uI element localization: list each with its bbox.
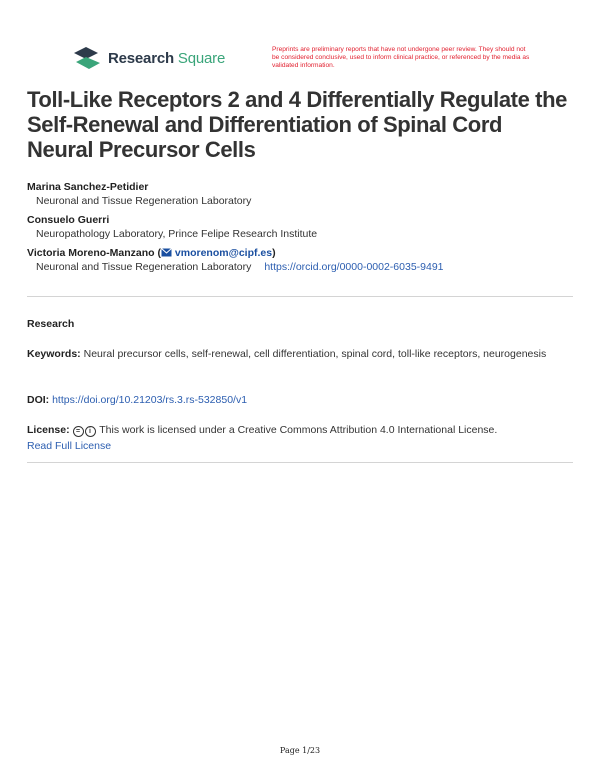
cc-by-icon: i [85, 426, 96, 437]
research-square-logo-icon [72, 46, 102, 70]
keywords-text: Neural precursor cells, self-renewal, cell differentiation, spinal cord, toll-like receptors, neurogenesis [83, 348, 547, 360]
read-full-license-link[interactable]: Read Full License [27, 440, 112, 452]
doi-link[interactable]: https://doi.org/10.21203/rs.3.rs-532850/v1 [52, 394, 248, 406]
author-affiliation: Neuropathology Laboratory, Prince Felipe Research Institute [36, 228, 318, 240]
license: License: = i This work is licensed under a Creative Commons Attribution 4.0 International License. Read Full License [27, 424, 498, 452]
author-name-corresponding: Victoria Moreno-Manzano ( vmorenom@cipf.es) [27, 247, 276, 259]
license-text: This work is licensed under a Creative Commons Attribution 4.0 International License. [99, 424, 498, 436]
header [72, 46, 532, 76]
logo-text: Research Square [108, 49, 226, 67]
article-type: Research [27, 318, 75, 330]
author-name: Marina Sanchez-Petidier [27, 181, 149, 193]
author-list [27, 180, 573, 279]
envelope-icon [161, 248, 172, 257]
divider [27, 462, 573, 463]
doi: DOI: https://doi.org/10.21203/rs.3.rs-532850/v1 [27, 394, 248, 406]
research-square-logo[interactable] [72, 46, 225, 70]
orcid-link[interactable]: https://orcid.org/0000-0002-6035-9491 [264, 261, 444, 273]
author-affiliation: Neuronal and Tissue Regeneration Laboratory [36, 195, 252, 207]
page-number: Page 1/23 [279, 746, 321, 755]
keywords: Keywords: Neural precursor cells, self-renewal, cell differentiation, spinal cord, toll-like receptors, neurogenesis [27, 348, 547, 360]
author-name: Consuelo Guerri [27, 214, 110, 226]
cc-nd-icon: = [73, 426, 84, 437]
preprint-notice: Preprints are preliminary reports that have not undergone peer review. They should not be considered conclusive, used to inform clinical practice, or referenced by the media as validated information. [272, 46, 530, 69]
paper-title: Toll-Like Receptors 2 and 4 Differentially Regulate the Self-Renewal and Differentiation of Spinal Cord Neural Precursor Cells [27, 87, 567, 162]
email-link[interactable]: vmorenom@cipf.es [174, 247, 273, 259]
author-affiliation: Neuronal and Tissue Regeneration Laboratory https://orcid.org/0000-0002-6035-9491 [36, 261, 444, 273]
divider [27, 296, 573, 297]
